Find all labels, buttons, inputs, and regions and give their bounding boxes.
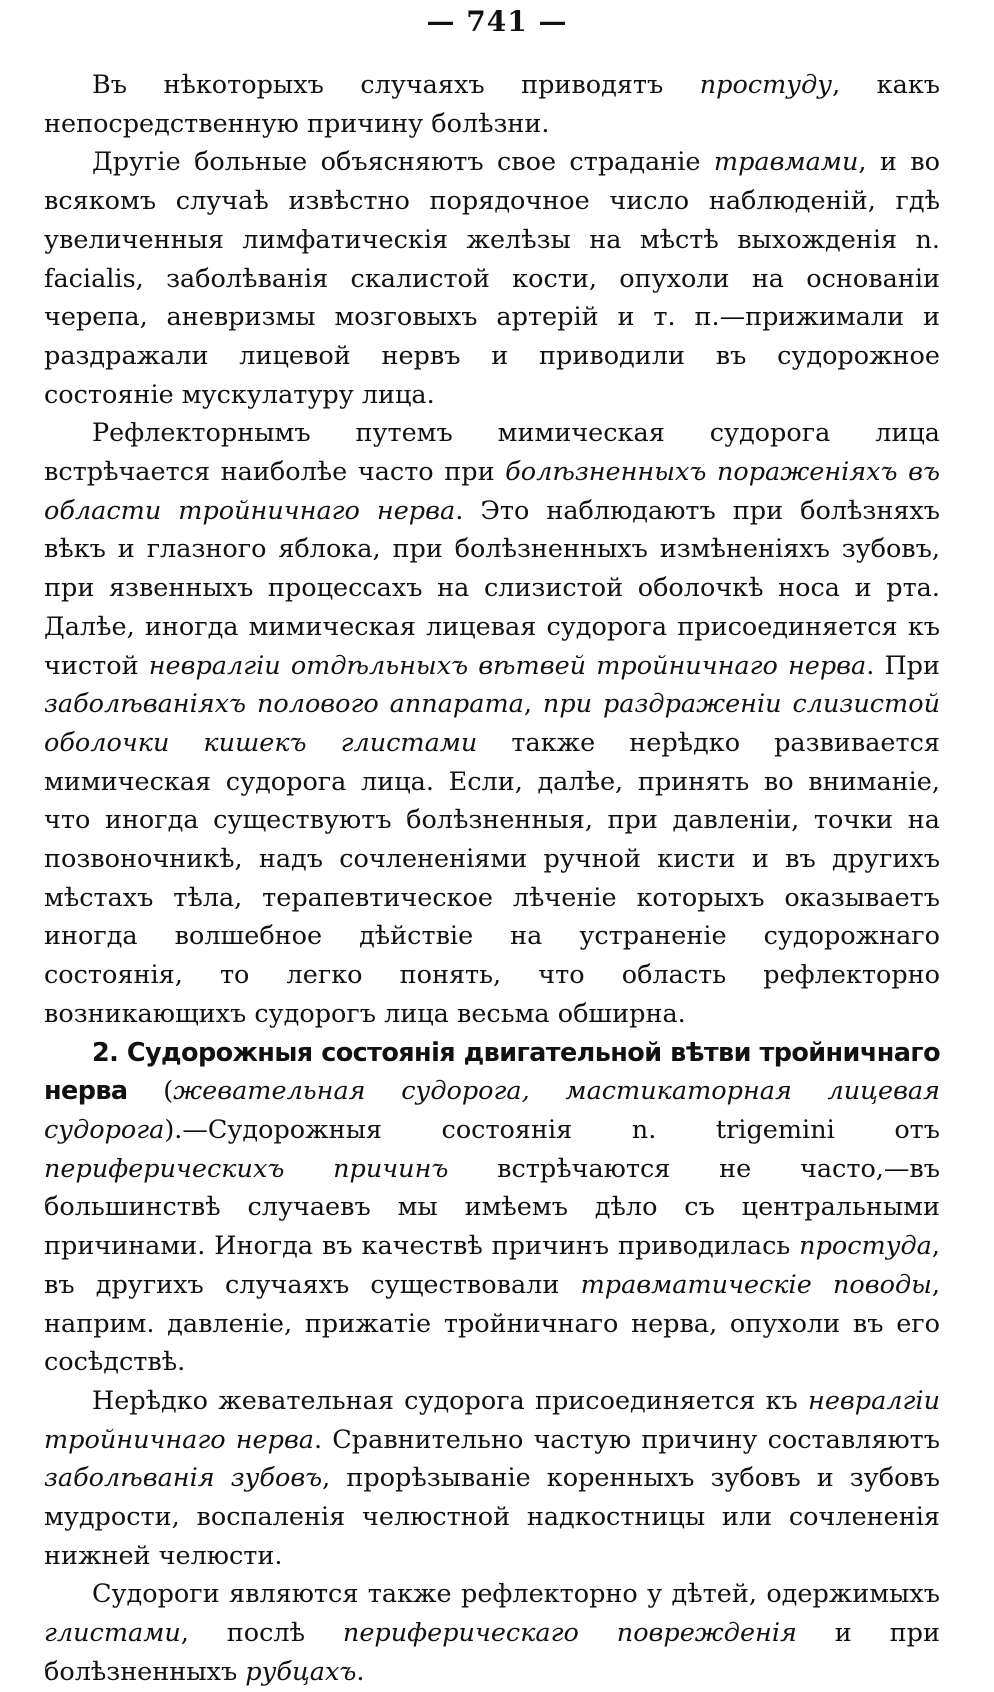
italic-text: заболѣванія зубовъ <box>44 1463 323 1494</box>
text-run: ( <box>127 1076 174 1107</box>
section-heading: 2. Судорожныя состоянія двигательной вѣтви тройничнаго нерва <box>44 1037 940 1107</box>
text-run: встрѣчаются не часто,—въ большинствѣ случаевъ мы имѣемъ дѣло съ центральными причинами. Иногда въ качествѣ причинъ приводилась <box>44 1153 940 1262</box>
italic-text: рубцахъ <box>245 1656 357 1687</box>
text-run: Судороги являются также рефлекторно у дѣтей, одержимыхъ <box>92 1579 940 1610</box>
italic-text: травматическіе поводы <box>580 1269 932 1300</box>
text-run: и при болѣзненныхъ <box>44 1618 940 1687</box>
text-run: , прорѣзываніе коренныхъ зубовъ и зубовъ мудрости, воспаленія челюстной надкостницы или сочлененія нижней челюсти. <box>44 1463 940 1571</box>
paragraph-chewing-spasm <box>44 1382 940 1576</box>
text-run: , послѣ <box>180 1618 343 1649</box>
text-run: . Сравнительно частую причину составляютъ <box>314 1424 940 1455</box>
italic-text: глистами <box>44 1618 181 1649</box>
italic-text: жевательная судорога, мастикаторная лицевая судорога <box>44 1076 940 1145</box>
text-run: ).—Судорожныя состоянія n. trigemini отъ <box>164 1114 940 1145</box>
text-run: Нерѣдко жевательная судорога присоединяется къ <box>92 1385 809 1416</box>
page-number: — 741 — <box>426 5 568 38</box>
text-run: , какъ непосредственную причину болѣзни. <box>44 70 940 139</box>
text-run: . Это наблюдаютъ при болѣзняхъ вѣкъ и глазного яблока, при болѣзненныхъ измѣненіяхъ зубовъ, при язвенныхъ процессахъ на слизистой оболочкѣ носа и рта. Далѣе, иногда мимическая лицевая судорога присоединяется къ чистой <box>44 495 941 681</box>
text-run: , въ другихъ случаяхъ существовали <box>44 1231 940 1300</box>
italic-text: невралгіи тройничнаго нерва <box>44 1385 940 1455</box>
italic-text: простуда <box>799 1231 932 1262</box>
italic-text: заболѣваніяхъ полового аппарата <box>44 689 524 720</box>
italic-text: болѣзненныхъ пораженіяхъ въ области тройничнаго нерва <box>44 457 940 526</box>
text-run: Рефлекторнымъ путемъ мимическая судорога лица встрѣчается наиболѣе часто при <box>44 418 940 488</box>
paragraph-reflex-cause <box>44 414 940 1033</box>
text-run: . При <box>866 650 940 681</box>
italic-text: при раздраженіи слизистой оболочки кишекъ глистами <box>44 689 940 758</box>
text-run: , <box>523 689 543 720</box>
paragraph-section-2 <box>44 1034 940 1382</box>
body-text <box>44 66 940 1692</box>
italic-text: периферическаго поврежденія <box>342 1618 797 1649</box>
text-run: , наприм. давленіе, прижатіе тройничнаго нерва, опухоли въ его сосѣдствѣ. <box>44 1269 940 1378</box>
text-run: Другіе больные объясняютъ свое страданіе <box>92 147 714 178</box>
text-run: также нерѣдко развивается мимическая судорога лица. Если, далѣе, принять во вниманіе, что иногда существуютъ болѣзненныя, при давленіи, точки на позвоночникѣ, надъ сочлененіями ручной кисти и въ другихъ мѣстахъ тѣла, терапевтическое лѣченіе которыхъ оказываетъ иногда волшебное дѣйствіе на устраненіе судорожнаго состоянія, то легко понять, что область рефлекторно возникающихъ судорогъ лица весьма обширна. <box>44 727 941 1029</box>
paragraph-cold-cause <box>44 66 940 143</box>
italic-text: невралгіи отдѣльныхъ вѣтвей тройничнаго нерва <box>148 650 867 681</box>
paragraph-trauma-cause <box>44 143 940 414</box>
italic-text: травмами <box>713 147 859 178</box>
text-run: Въ нѣкоторыхъ случаяхъ приводятъ <box>92 70 700 100</box>
italic-text: простуду <box>699 70 833 100</box>
text-run: , и во всякомъ случаѣ извѣстно порядочное число наблюденій, гдѣ увеличенныя лимфатическія желѣзы на мѣстѣ выхожденія n. facialis, заболѣванія скалистой кости, опухоли на основаніи черепа, аневризмы мозговыхъ артерій и т. п.—прижимали и раздражали лицевой нервъ и приводили въ судорожное состояніе мускулатуру лица. <box>44 147 940 410</box>
paragraph-children-reflex <box>44 1575 940 1691</box>
italic-text: периферическихъ причинъ <box>44 1153 449 1184</box>
text-run: . <box>356 1656 365 1687</box>
